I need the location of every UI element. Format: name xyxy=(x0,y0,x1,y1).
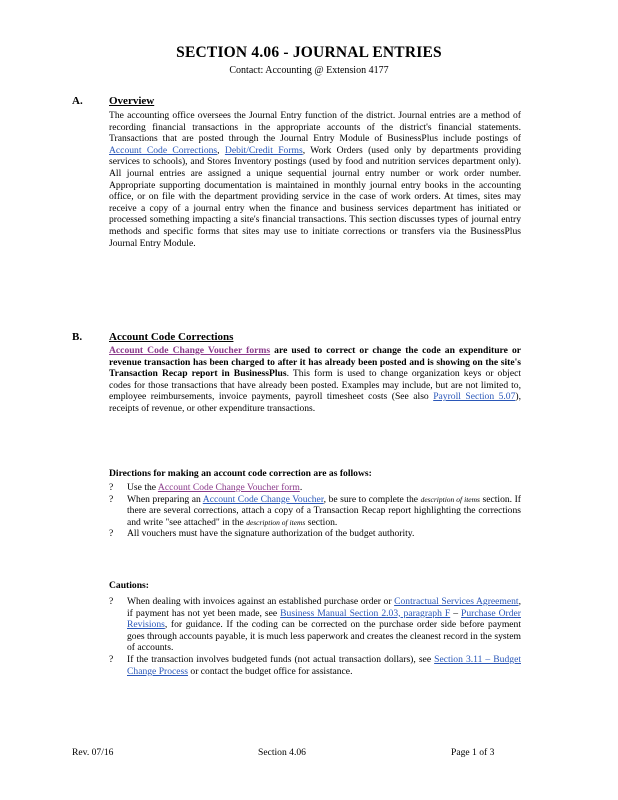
account-code-corrections-link[interactable]: Account Code Corrections xyxy=(109,144,218,156)
bullet-marker: ? xyxy=(109,596,114,607)
account-code-paragraph: Account Code Change Voucher forms are used to correct or change the code an expenditure or revenue transaction has been charged to after it has already been posted and is showing on the site's Transaction Recap report in BusinessPlus. This form is used to change organization keys or object codes for those transactions that have already been posted. Examples may include, but are not limited to, employee reimbursements, invoice payments, payroll timesheet costs (See also Payroll Section 5.07), receipts of revenue, or other expenditure transactions. xyxy=(109,345,522,414)
section-a-letter: A. xyxy=(72,95,83,107)
voucher-link[interactable]: Account Code Change Voucher xyxy=(202,493,324,505)
bullet-marker: ? xyxy=(109,653,114,665)
list-item: ? Use the Account Code Change Voucher form. xyxy=(109,482,303,493)
cautions-list xyxy=(109,596,521,677)
cautions-heading: Cautions: xyxy=(109,580,149,591)
account-code-change-voucher-forms-link[interactable]: Account Code Change Voucher forms xyxy=(109,345,271,356)
account-code-corrections-heading: Account Code Corrections xyxy=(109,331,234,343)
footer-revision: Rev. 07/16 xyxy=(72,747,114,758)
page-title: SECTION 4.06 - JOURNAL ENTRIES xyxy=(176,44,442,61)
contact-line: Contact: Accounting @ Extension 4177 xyxy=(229,65,389,76)
purchase-order-revisions-link[interactable]: Purchase Order Revisions xyxy=(127,607,521,631)
section-b-letter: B. xyxy=(72,331,83,343)
directions-heading: Directions for making an account code correction are as follows: xyxy=(109,468,372,479)
debit-credit-forms-link[interactable]: Debit/Credit Forms xyxy=(224,144,303,156)
overview-heading: Overview xyxy=(109,95,155,107)
bullet-marker: ? xyxy=(109,528,114,540)
bullet-marker: ? xyxy=(109,493,114,505)
list-item: ? All vouchers must have the signature authorization of the budget authority. xyxy=(109,528,415,540)
list-item: ? When dealing with invoices against an established purchase order or Contractual Services Agreement, if payment has not yet been made, see Business Manual Section 2.03, paragraph F – Purchase Order Revisions, for guidance. If the coding can be corrected on the purchase order side before payment goes through accounts payable, it is much less paperwork and creates the cleanest record in the system of accounts. xyxy=(109,596,521,654)
directions-list xyxy=(109,482,521,540)
bullet-marker: ? xyxy=(109,482,114,493)
footer-page-number: Page 1 of 3 xyxy=(451,747,495,758)
overview-paragraph: The accounting office oversees the Journal Entry function of the district. Journal entries are a method of recording financial transactions in the appropriate accounts of the district's financial statements. Transactions that are posted through the Journal Entry Module of BusinessPlus include postings of Account Code Corrections, Debit/Credit Forms, Work Orders (used only by departments providing services to schools), and Stores Inventory postings (used by food and nutrition services department only). All journal entries are assigned a unique sequential journal entry number or work order number. Appropriate supporting documentation is maintained in monthly journal entry books in the accounting office, or on file with the department providing service in the case of work orders. At times, sites may receive a copy of a journal entry when the finance and business services department has initiated or processed something impacting a site's financial transactions. This section discusses types of journal entry methods and specific forms that sites may use to initiate corrections or transfers via the BusinessPlus Journal Entry Module. xyxy=(109,110,522,249)
list-item: ? If the transaction involves budgeted funds (not actual transaction dollars), see Section 3.11 – Budget Change Process or contact the budget office for assistance. xyxy=(109,653,521,677)
budget-change-process-link[interactable]: Section 3.11 – Budget Change Process xyxy=(127,653,521,677)
contractual-services-link[interactable]: Contractual Services Agreement xyxy=(394,596,519,607)
payroll-section-link[interactable]: Payroll Section 5.07 xyxy=(433,391,516,403)
voucher-form-link[interactable]: Account Code Change Voucher form xyxy=(157,482,300,493)
footer-section: Section 4.06 xyxy=(258,747,306,758)
business-manual-link[interactable]: Business Manual Section 2.03, paragraph F xyxy=(280,607,451,619)
list-item: ? When preparing an Account Code Change Voucher, be sure to complete the description of items section. If there are several corrections, attach a copy of a Transaction Recap report highlighting the corrections and write "see attached" in the description of items section. xyxy=(109,493,521,528)
